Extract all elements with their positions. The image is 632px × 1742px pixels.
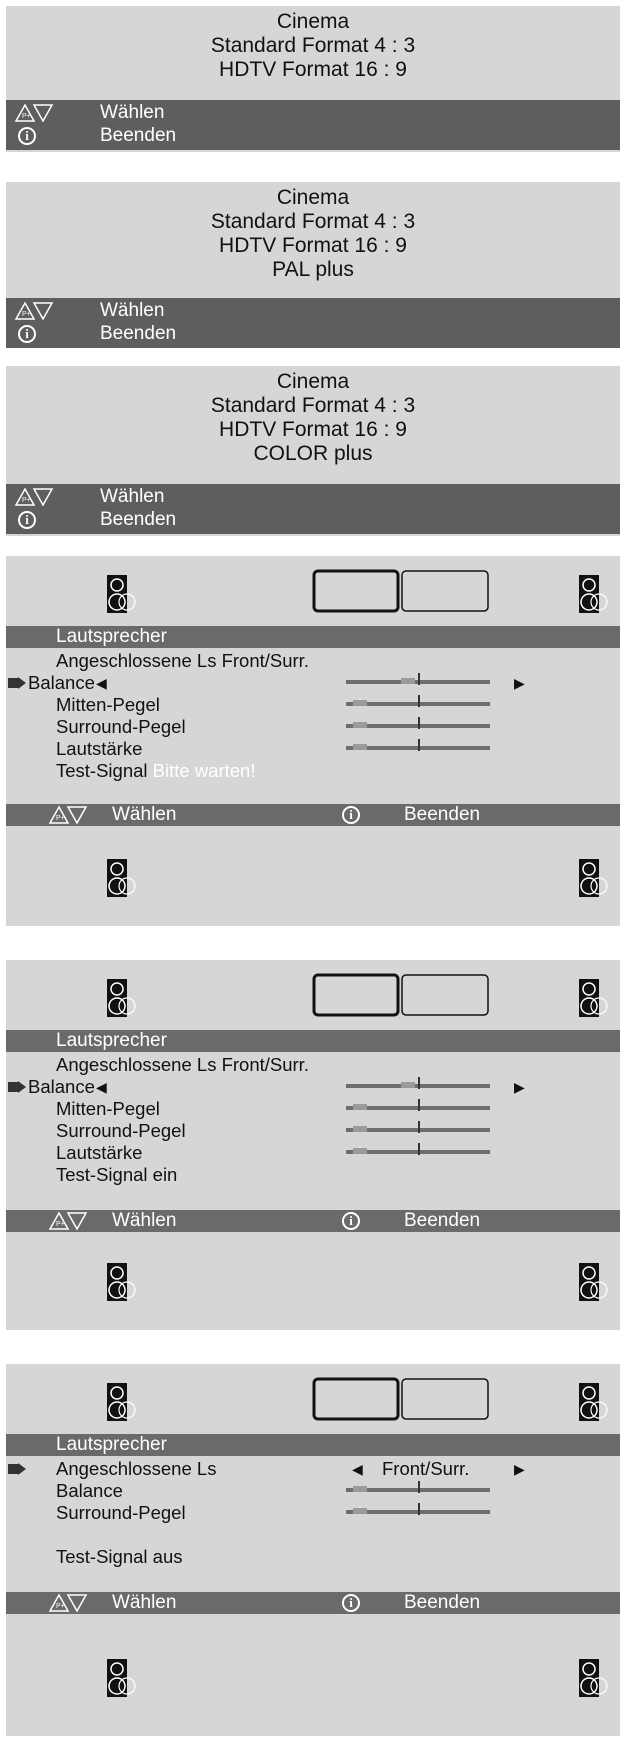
connected-speakers-label: Angeschlossene Ls [56,1458,217,1479]
info-icon[interactable]: i [342,1594,360,1612]
format-option-color-plus[interactable]: COLOR plus [253,442,373,465]
right-arrow-icon[interactable]: ▶ [514,1079,525,1095]
center-mark [418,739,420,751]
balance-label: Balance [28,672,95,693]
select-hint [14,300,165,322]
mid-level-slider[interactable] [346,702,490,706]
left-arrow-icon[interactable]: ◀ [96,1079,107,1095]
balance-row[interactable] [6,1076,620,1098]
up-down-triangle-icon [14,103,54,123]
menu-title: Lautsprecher [56,626,167,647]
menu-title-bar [6,626,620,648]
right-arrow-icon[interactable]: ▶ [514,1461,525,1477]
surround-level-row[interactable] [6,1120,620,1142]
slider-knob[interactable] [353,744,367,750]
center-mark [418,673,420,685]
volume-slider[interactable] [346,746,490,750]
selection-pointer-icon [8,1081,26,1093]
surround-level-slider[interactable] [346,1510,490,1514]
mid-level-label: Mitten-Pegel [56,1098,160,1119]
balance-row[interactable] [6,672,620,694]
exit-label: Beenden [404,804,481,825]
speaker-menu-3 [6,1364,620,1736]
surround-level-label: Surround-Pegel [56,1120,186,1141]
info-icon[interactable]: i [342,806,360,824]
left-arrow-icon[interactable]: ◀ [352,1461,363,1477]
surround-level-slider[interactable] [346,1128,490,1132]
exit-hint [14,323,177,345]
up-down-triangle-icon [14,487,54,507]
balance-label: Balance [56,1480,123,1501]
svg-text:P+: P+ [56,815,65,822]
info-icon[interactable]: i [18,325,36,343]
balance-label: Balance [28,1076,95,1097]
speaker-icon [578,574,608,614]
speaker-icon [106,1262,136,1302]
volume-label: Lautstärke [56,1142,143,1163]
menu-title-bar [6,1434,620,1456]
up-down-triangle-icon [48,1593,88,1613]
mid-level-label: Mitten-Pegel [56,694,160,715]
connected-speakers-row[interactable] [6,650,620,672]
selection-pointer-icon [8,1463,26,1475]
balance-slider[interactable] [346,680,490,684]
format-list [6,186,620,282]
format-option-hdtv[interactable]: HDTV Format 16 : 9 [219,418,407,441]
slider-knob[interactable] [353,1486,367,1492]
select-label: Wählen [100,300,165,321]
help-bar [6,1210,620,1232]
screen-icon [312,568,492,614]
format-option-standard[interactable]: Standard Format 4 : 3 [210,34,416,57]
up-down-triangle-icon [14,301,54,321]
volume-row[interactable] [6,738,620,760]
volume-label: Lautstärke [56,738,143,759]
surround-level-label: Surround-Pegel [56,716,186,737]
info-icon[interactable]: i [18,127,36,145]
select-label: Wählen [100,486,165,507]
screen-icon [312,972,492,1018]
exit-label: Beenden [404,1592,481,1613]
selection-pointer-icon [8,677,26,689]
speaker-icon [106,574,136,614]
slider-knob[interactable] [353,1126,367,1132]
svg-text:P+: P+ [56,1221,65,1228]
format-menu-3 [6,366,620,536]
speaker-icon [106,858,136,898]
slider-knob[interactable] [353,1508,367,1514]
center-mark [418,1099,420,1111]
center-mark [418,1503,420,1515]
center-mark [418,717,420,729]
test-signal-status: Bitte warten! [152,760,256,781]
left-arrow-icon[interactable]: ◀ [96,675,107,691]
test-signal-label: Test-Signal ein [56,1164,178,1185]
center-mark [418,1121,420,1133]
help-bar [6,1592,620,1614]
exit-label: Beenden [100,509,177,530]
center-mark [418,1077,420,1089]
speaker-icon [106,1382,136,1422]
speaker-icon [578,1262,608,1302]
mid-level-slider[interactable] [346,1106,490,1110]
format-list [6,10,620,82]
connected-speakers-label: Angeschlossene Ls Front/Surr. [56,650,309,671]
exit-hint [14,125,177,147]
menu-title-bar [6,1030,620,1052]
connected-speakers-label: Angeschlossene Ls Front/Surr. [56,1054,309,1075]
screen-icon [312,1376,492,1422]
slider-knob[interactable] [353,1104,367,1110]
help-bar [6,484,620,534]
surround-level-slider[interactable] [346,724,490,728]
exit-hint [14,509,177,531]
format-option-standard[interactable]: Standard Format 4 : 3 [210,394,416,417]
slider-knob[interactable] [353,722,367,728]
speaker-menu-1 [6,556,620,926]
svg-text:P+: P+ [22,113,31,120]
center-mark [418,695,420,707]
speaker-menu-2 [6,960,620,1330]
select-label: Wählen [100,102,165,123]
exit-label: Beenden [404,1210,481,1231]
test-signal-row[interactable] [6,1546,620,1568]
menu-title: Lautsprecher [56,1030,167,1051]
speaker-icon [106,978,136,1018]
format-option-hdtv[interactable]: HDTV Format 16 : 9 [219,234,407,257]
slider-knob[interactable] [353,1148,367,1154]
info-icon[interactable]: i [18,511,36,529]
format-menu-1 [6,6,620,152]
speaker-icon [578,858,608,898]
format-list [6,370,620,466]
center-mark [418,1481,420,1493]
menu-title: Lautsprecher [56,1434,167,1455]
surround-level-row[interactable] [6,716,620,738]
slider-knob[interactable] [353,700,367,706]
test-signal-row[interactable] [6,1164,620,1186]
format-menu-2 [6,182,620,348]
format-option-cinema[interactable]: Cinema [276,10,350,33]
format-option-standard[interactable]: Standard Format 4 : 3 [210,210,416,233]
mid-level-row[interactable] [6,694,620,716]
info-icon[interactable]: i [342,1212,360,1230]
exit-label: Beenden [100,323,177,344]
connected-speakers-value[interactable]: Front/Surr. [382,1458,470,1479]
select-hint [14,102,165,124]
surround-level-row[interactable] [6,1502,620,1524]
select-label: Wählen [112,804,177,825]
speaker-icon [578,978,608,1018]
svg-text:P+: P+ [22,497,31,504]
help-bar [6,298,620,348]
select-label: Wählen [112,1592,177,1613]
surround-level-label: Surround-Pegel [56,1502,186,1523]
speaker-icon [106,1658,136,1698]
up-down-triangle-icon [48,805,88,825]
svg-text:P+: P+ [56,1603,65,1610]
test-signal-row[interactable] [6,760,620,782]
speaker-icon [578,1658,608,1698]
format-option-cinema[interactable]: Cinema [276,186,350,209]
slider-knob[interactable] [401,678,415,684]
balance-slider[interactable] [346,1488,490,1492]
mid-level-row[interactable] [6,1098,620,1120]
help-bar [6,804,620,826]
select-label: Wählen [112,1210,177,1231]
volume-row[interactable] [6,1142,620,1164]
format-option-hdtv[interactable]: HDTV Format 16 : 9 [219,58,407,81]
right-arrow-icon[interactable]: ▶ [514,675,525,691]
connected-speakers-row[interactable] [6,1054,620,1076]
connected-speakers-row[interactable] [6,1458,620,1480]
slider-knob[interactable] [401,1082,415,1088]
balance-slider[interactable] [346,1084,490,1088]
speaker-icon [578,1382,608,1422]
svg-text:P+: P+ [22,311,31,318]
test-signal-label: Test-Signal aus [56,1546,183,1567]
exit-label: Beenden [100,125,177,146]
volume-slider[interactable] [346,1150,490,1154]
format-option-pal-plus[interactable]: PAL plus [272,258,354,281]
format-option-cinema[interactable]: Cinema [276,370,350,393]
center-mark [418,1143,420,1155]
balance-row[interactable] [6,1480,620,1502]
help-bar [6,100,620,150]
test-signal-label: Test-Signal Bitte warten! [56,760,256,781]
up-down-triangle-icon [48,1211,88,1231]
select-hint [14,486,165,508]
